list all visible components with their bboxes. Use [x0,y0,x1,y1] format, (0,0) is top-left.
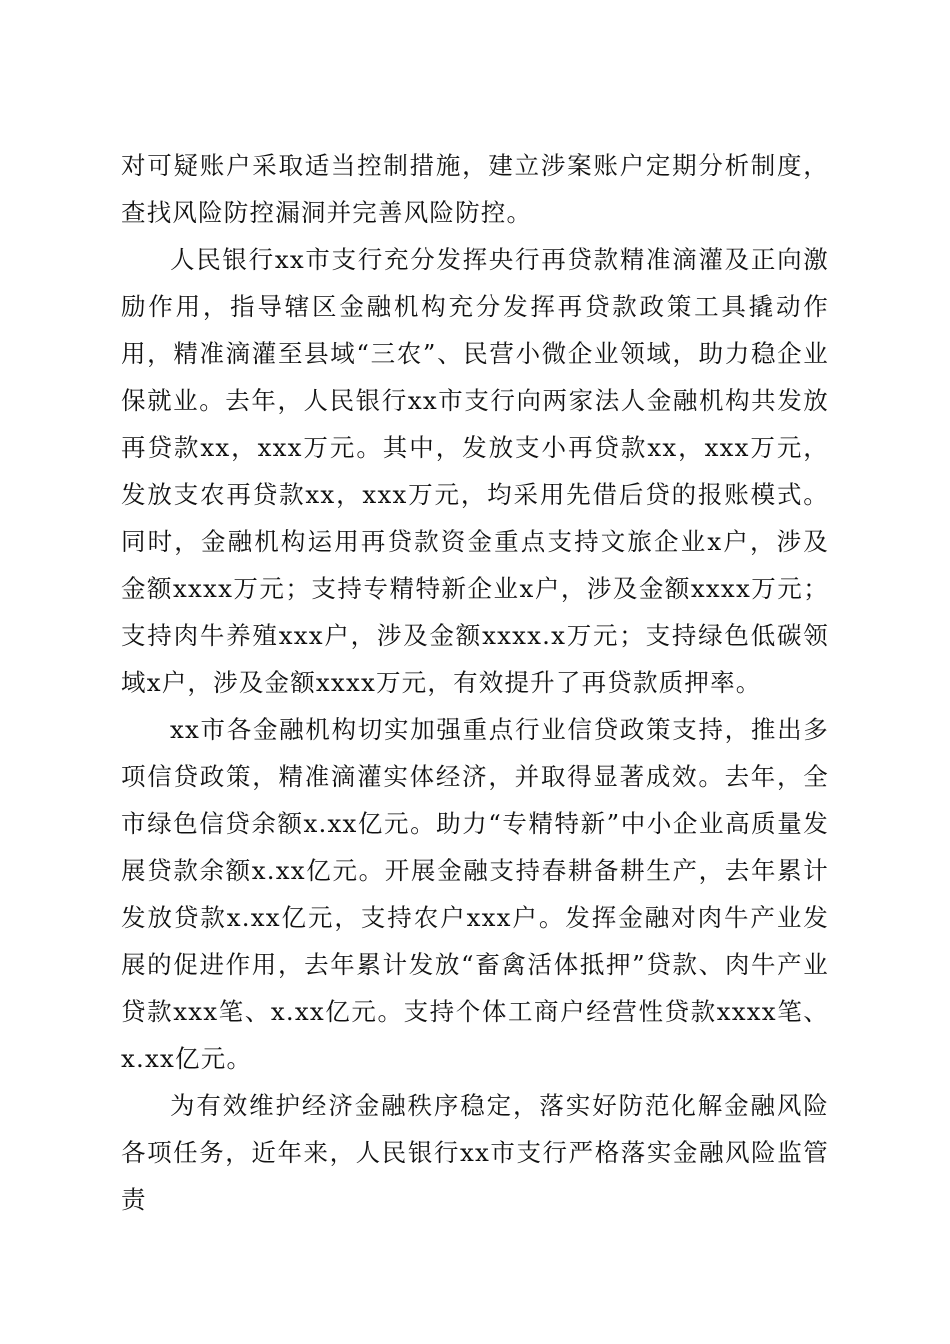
paragraph-relending: 人民银行xx市支行充分发挥央行再贷款精准滴灌及正向激励作用，指导辖区金融机构充分发挥再贷款政策工具撬动作用，精准滴灌至县域“三农”、民营小微企业领域，助力稳企业保就业。去年，人民银行xx市支行向两家法人金融机构共发放再贷款xx，xxx万元。其中，发放支小再贷款xx，xxx万元，发放支农再贷款xx，xxx万元，均采用先借后贷的报账模式。同时，金融机构运用再贷款资金重点支持文旅企业x户，涉及金额xxxx万元；支持专精特新企业x户，涉及金额xxxx万元；支持肉牛养殖xxx户，涉及金额xxxx.x万元；支持绿色低碳领域x户，涉及金额xxxx万元，有效提升了再贷款质押率。 [121,245,829,697]
document-body [121,142,829,1223]
paragraph-continuation: 对可疑账户采取适当控制措施，建立涉案账户定期分析制度，查找风险防控漏洞并完善风险防控。 [121,151,829,227]
paragraph-risk-prevention: 为有效维护经济金融秩序稳定，落实好防范化解金融风险各项任务，近年来，人民银行xx市支行严格落实金融风险监管责 [121,1091,829,1214]
paragraph-credit-policy: xx市各金融机构切实加强重点行业信贷政策支持，推出多项信贷政策，精准滴灌实体经济，并取得显著成效。去年，全市绿色信贷余额x.xx亿元。助力“专精特新”中小企业高质量发展贷款余额x.xx亿元。开展金融支持春耕备耕生产，去年累计发放贷款x.xx亿元，支持农户xxx户。发挥金融对肉牛产业发展的促进作用，去年累计发放“畜禽活体抵押”贷款、肉牛产业贷款xxx笔、x.xx亿元。支持个体工商户经营性贷款xxxx笔、x.xx亿元。 [121,715,829,1073]
